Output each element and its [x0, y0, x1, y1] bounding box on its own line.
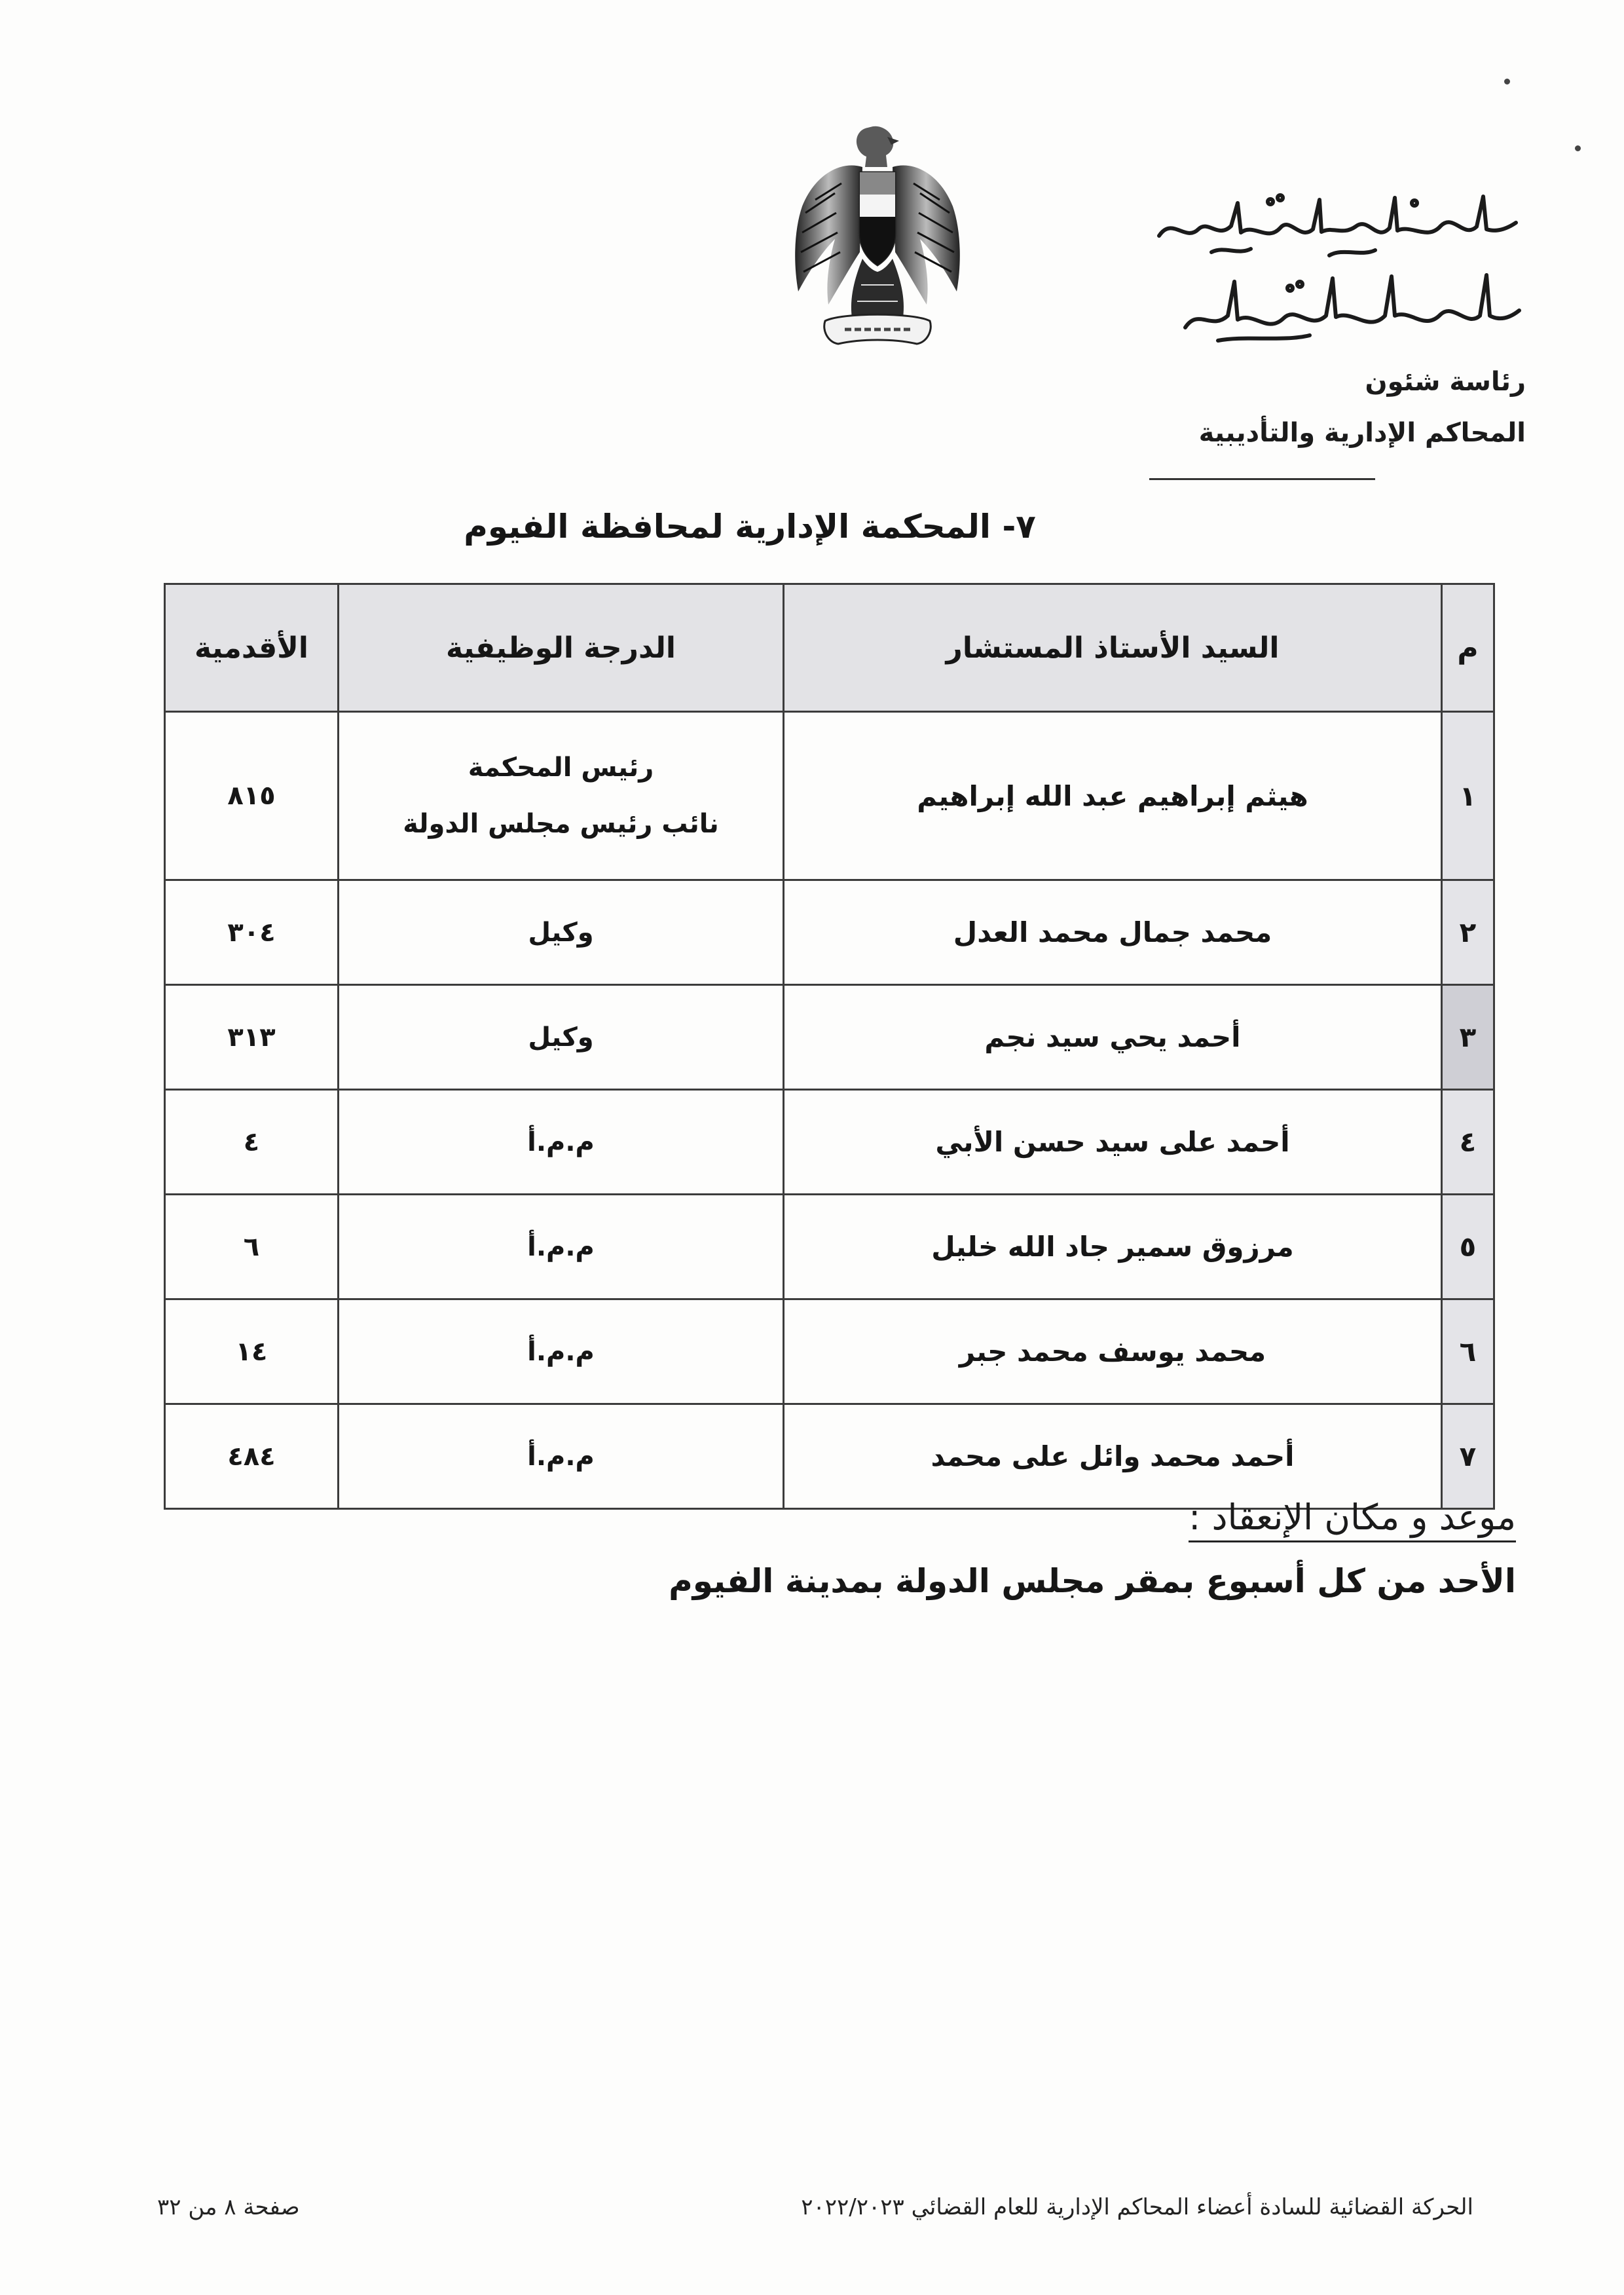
department-line-1: رئاسة شئون: [1365, 367, 1526, 397]
row-num: ٥: [1442, 1195, 1494, 1299]
table-row: [165, 880, 1494, 985]
meeting-label: [969, 1497, 1516, 1538]
table-row: [165, 1195, 1494, 1299]
row-name: أحمد يحي سيد نجم: [784, 985, 1442, 1090]
row-seniority: ٣١٣: [165, 985, 339, 1090]
row-seniority: ٣٠٤: [165, 880, 339, 985]
table-header-row: [165, 584, 1494, 712]
row-num: ٢: [1442, 880, 1494, 985]
members-table: [164, 583, 1495, 1510]
row-grade: م.م.أ: [339, 1090, 784, 1195]
scan-speck: [1575, 145, 1581, 151]
row-grade: م.م.أ: [339, 1195, 784, 1299]
meeting-text: الأحد من كل أسبوع بمقر مجلس الدولة بمدينة الفيوم: [669, 1562, 1516, 1600]
row-name: أحمد محمد وائل على محمد: [784, 1404, 1442, 1509]
header-grade: الدرجة الوظيفية: [339, 584, 784, 712]
row-grade: م.م.أ: [339, 1404, 784, 1509]
header-num: م: [1442, 584, 1494, 712]
row-grade: م.م.أ: [339, 1299, 784, 1404]
meeting-label-text: موعد و مكان الإنعقاد :: [1189, 1497, 1516, 1542]
row-grade: [339, 712, 784, 880]
letterhead: [1133, 164, 1539, 478]
row-grade: وكيل: [339, 985, 784, 1090]
row-num: ٤: [1442, 1090, 1494, 1195]
row-name: محمد جمال محمد العدل: [784, 880, 1442, 985]
row-name: هيثم إبراهيم عبد الله إبراهيم: [784, 712, 1442, 880]
row-num: ٣: [1442, 985, 1494, 1090]
department-line-2: المحاكم الإدارية والتأديبية: [1198, 418, 1526, 448]
letterhead-calligraphy: [1133, 164, 1539, 354]
row-seniority: ٦: [165, 1195, 339, 1299]
row-grade-line-2: نائب رئيس مجلس الدولة: [403, 809, 719, 839]
section-title: ٧- المحكمة الإدارية لمحافظة الفيوم: [464, 508, 1036, 546]
header-name: السيد الأستاذ المستشار: [784, 584, 1442, 712]
row-seniority: ٤٨٤: [165, 1404, 339, 1509]
row-grade: وكيل: [339, 880, 784, 985]
table-row: [165, 1404, 1494, 1509]
row-name: أحمد على سيد حسن الأبي: [784, 1090, 1442, 1195]
table-row: [165, 985, 1494, 1090]
header-seniority: الأقدمية: [165, 584, 339, 712]
row-num: ١: [1442, 712, 1494, 880]
row-seniority: ٤: [165, 1090, 339, 1195]
table-row: [165, 1090, 1494, 1195]
row-grade-line-1: رئيس المحكمة: [468, 753, 654, 783]
scan-speck: [1504, 79, 1510, 84]
table-row: [165, 1299, 1494, 1404]
table-row: [165, 712, 1494, 880]
row-num: ٧: [1442, 1404, 1494, 1509]
footer-page-number: صفحة ٨ من ٣٢: [157, 2194, 300, 2220]
egypt-eagle-emblem-icon: [789, 121, 966, 354]
row-name: مرزوق سمير جاد الله خليل: [784, 1195, 1442, 1299]
row-seniority: ٨١٥: [165, 712, 339, 880]
footer-title: الحركة القضائية للسادة أعضاء المحاكم الإدارية للعام القضائي ٢٠٢٢/٢٠٢٣: [801, 2194, 1473, 2220]
letterhead-divider: [1149, 478, 1375, 480]
row-name: محمد يوسف محمد جبر: [784, 1299, 1442, 1404]
row-seniority: ١٤: [165, 1299, 339, 1404]
row-num: ٦: [1442, 1299, 1494, 1404]
